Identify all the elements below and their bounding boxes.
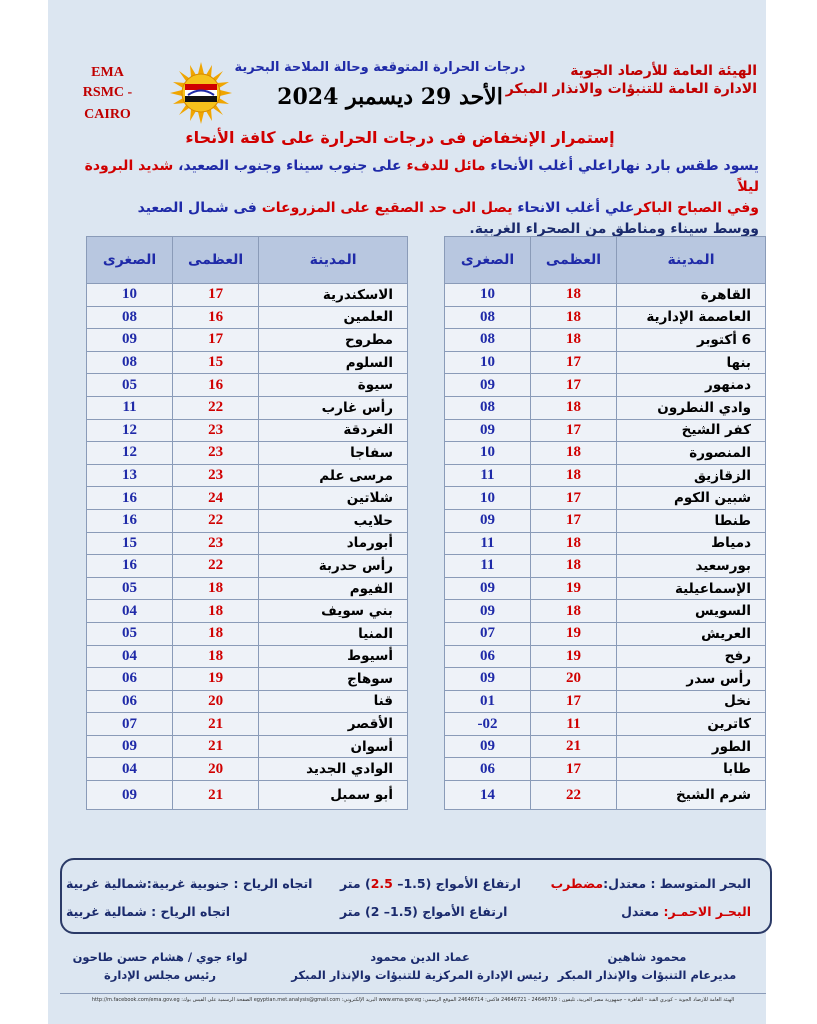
min-temp-cell: 12 [87, 442, 173, 465]
max-temp-cell: 18 [530, 600, 616, 623]
min-temp-cell: 16 [87, 555, 173, 578]
red-wind: اتجاه الرياح : شمالية غربية [66, 904, 231, 919]
table-row [445, 419, 766, 442]
city-cell: العريش [617, 622, 766, 645]
red-waves: ارتفاع الأمواج (1.5– 2) متر [340, 904, 508, 919]
city-cell: رأس حدربة [259, 555, 408, 578]
red-sea-state: البحـر الاحمـر: معتدل [621, 904, 751, 919]
table-row [87, 577, 408, 600]
min-temp-cell: 09 [87, 329, 173, 352]
max-temp-cell: 21 [173, 735, 259, 758]
table-row [445, 668, 766, 691]
city-cell: الإسماعيلية [617, 577, 766, 600]
max-temp-cell: 19 [530, 577, 616, 600]
min-temp-cell: 05 [87, 374, 173, 397]
min-column-header: الصغرى [87, 237, 173, 284]
max-temp-cell: 17 [530, 351, 616, 374]
min-temp-cell: 09 [445, 577, 531, 600]
max-temp-cell: 21 [173, 781, 259, 810]
city-cell: شرم الشيخ [617, 781, 766, 810]
min-temp-cell: -02 [445, 713, 531, 736]
table-row [87, 464, 408, 487]
min-temp-cell: 09 [445, 509, 531, 532]
min-temp-cell: 07 [445, 622, 531, 645]
max-temp-cell: 21 [173, 713, 259, 736]
med-sea-state: البحر المتوسط : معتدل:مضطرب [550, 876, 751, 891]
min-temp-cell: 09 [445, 374, 531, 397]
table-row [445, 374, 766, 397]
city-cell: مطروح [259, 329, 408, 352]
max-temp-cell: 24 [173, 487, 259, 510]
max-temp-cell: 18 [530, 306, 616, 329]
signature-forecast-director: محمود شاهين مديرعام التنبؤات والإنذار المبكر [557, 950, 737, 982]
min-column-header: الصغرى [445, 237, 531, 284]
min-temp-cell: 11 [445, 532, 531, 555]
doc-title: درجات الحرارة المتوقعة وحالة الملاحة البحرية [234, 60, 526, 75]
min-temp-cell: 09 [445, 419, 531, 442]
city-cell: الطور [617, 735, 766, 758]
min-temp-cell: 05 [87, 577, 173, 600]
city-cell: رأس سدر [617, 668, 766, 691]
max-temp-cell: 20 [173, 690, 259, 713]
table-row [445, 600, 766, 623]
table-row [87, 781, 408, 810]
city-cell: 6 أكتوبر [617, 329, 766, 352]
max-temp-cell: 17 [530, 758, 616, 781]
city-cell: كفر الشيخ [617, 419, 766, 442]
city-cell: طنطا [617, 509, 766, 532]
ema-logo-icon [170, 62, 232, 124]
city-cell: السلوم [259, 351, 408, 374]
min-temp-cell: 09 [87, 735, 173, 758]
min-temp-cell: 13 [87, 464, 173, 487]
min-temp-cell: 04 [87, 645, 173, 668]
city-cell: الاسكندرية [259, 284, 408, 307]
table-row [87, 509, 408, 532]
max-temp-cell: 18 [173, 622, 259, 645]
table-row [445, 758, 766, 781]
table-row [445, 284, 766, 307]
doc-date: الأحد 29 ديسمبر 2024 [277, 84, 503, 110]
min-temp-cell: 08 [445, 329, 531, 352]
max-temp-cell: 17 [530, 419, 616, 442]
city-column-header: المدينة [617, 237, 766, 284]
city-cell: رفح [617, 645, 766, 668]
city-cell: القاهرة [617, 284, 766, 307]
table-row [445, 532, 766, 555]
headline: إستمرار الإنخفاض فى درجات الحرارة على كافة الأنحاء [185, 128, 615, 147]
city-cell: أسيوط [259, 645, 408, 668]
city-cell: السويس [617, 600, 766, 623]
table-row [445, 645, 766, 668]
min-temp-cell: 09 [445, 600, 531, 623]
min-temp-cell: 05 [87, 622, 173, 645]
city-cell: المنيا [259, 622, 408, 645]
min-temp-cell: 16 [87, 509, 173, 532]
table-row [87, 284, 408, 307]
table-row [445, 442, 766, 465]
city-cell: أبورماد [259, 532, 408, 555]
max-temp-cell: 19 [530, 645, 616, 668]
table-row [87, 329, 408, 352]
table-row [445, 306, 766, 329]
max-temp-cell: 17 [530, 374, 616, 397]
city-cell: العلمين [259, 306, 408, 329]
city-cell: الأقصر [259, 713, 408, 736]
city-cell: الوادي الجديد [259, 758, 408, 781]
min-temp-cell: 10 [87, 284, 173, 307]
footer-divider [60, 993, 766, 994]
table-row [87, 668, 408, 691]
city-cell: سيوة [259, 374, 408, 397]
table-row [445, 735, 766, 758]
min-temp-cell: 10 [445, 487, 531, 510]
max-temp-cell: 18 [530, 329, 616, 352]
city-cell: العاصمة الإدارية [617, 306, 766, 329]
rsmc-label: RSMC - CAIRO [82, 85, 133, 122]
city-cell: سوهاج [259, 668, 408, 691]
signature-central-director: عماد الدين محمود رئيس الإدارة المركزية للتنبؤات والإنذار المبكر [291, 950, 549, 982]
min-temp-cell: 06 [445, 758, 531, 781]
min-temp-cell: 06 [87, 668, 173, 691]
city-cell: المنصورة [617, 442, 766, 465]
table-row [445, 487, 766, 510]
max-column-header: العظمى [173, 237, 259, 284]
table-row [445, 329, 766, 352]
city-cell: وادي النطرون [617, 396, 766, 419]
min-temp-cell: 15 [87, 532, 173, 555]
city-cell: شبين الكوم [617, 487, 766, 510]
max-temp-cell: 17 [173, 329, 259, 352]
max-temp-cell: 23 [173, 532, 259, 555]
city-cell: شلاتين [259, 487, 408, 510]
city-cell: طابا [617, 758, 766, 781]
min-temp-cell: 10 [445, 284, 531, 307]
max-temp-cell: 20 [530, 668, 616, 691]
max-temp-cell: 22 [173, 555, 259, 578]
min-temp-cell: 08 [445, 396, 531, 419]
table-row [445, 622, 766, 645]
max-temp-cell: 22 [173, 396, 259, 419]
summary-line-1: يسود طقس بارد نهاراعلي أغلب الأنحاء مائل للدفء على جنوب سيناء وجنوب الصعيد، شديد البرودة ليلاً [84, 158, 759, 195]
min-temp-cell: 12 [87, 419, 173, 442]
max-temp-cell: 17 [530, 690, 616, 713]
city-cell: دمياط [617, 532, 766, 555]
org-line-1: الهيئة العامة للأرصاد الجوية [570, 63, 757, 79]
min-temp-cell: 14 [445, 781, 531, 810]
table-row [87, 600, 408, 623]
med-waves: ارتفاع الأمواج (1.5– 2.5) متر [340, 876, 521, 891]
table-row [87, 351, 408, 374]
min-temp-cell: 01 [445, 690, 531, 713]
ema-label: EMA [91, 65, 124, 80]
city-cell: الفيوم [259, 577, 408, 600]
min-temp-cell: 06 [445, 645, 531, 668]
city-cell: بني سويف [259, 600, 408, 623]
table-row [445, 464, 766, 487]
max-temp-cell: 18 [173, 600, 259, 623]
table-row [445, 555, 766, 578]
table-row [87, 487, 408, 510]
city-column-header: المدينة [259, 237, 408, 284]
min-temp-cell: 10 [445, 351, 531, 374]
city-cell: مرسى علم [259, 464, 408, 487]
city-cell: رأس غارب [259, 396, 408, 419]
city-cell: دمنهور [617, 374, 766, 397]
city-cell: سفاجا [259, 442, 408, 465]
table-row [87, 713, 408, 736]
max-temp-cell: 19 [173, 668, 259, 691]
sea-state-box [60, 858, 772, 934]
org-line-2: الادارة العامة للتنبؤات والانذار المبكر [505, 81, 757, 97]
med-wind: اتجاه الرياح : جنوبية غربية:شمالية غربية [66, 876, 313, 891]
city-cell: نخل [617, 690, 766, 713]
min-temp-cell: 06 [87, 690, 173, 713]
table-row [445, 577, 766, 600]
weather-summary [59, 156, 759, 240]
table-row [87, 396, 408, 419]
max-temp-cell: 19 [530, 622, 616, 645]
table-row [87, 690, 408, 713]
max-temp-cell: 18 [530, 284, 616, 307]
table-row [87, 374, 408, 397]
summary-line-3: ووسط سيناء ومناطق من الصحراء الغربية. [469, 221, 759, 237]
city-cell: الزقازيق [617, 464, 766, 487]
min-temp-cell: 11 [445, 555, 531, 578]
max-temp-cell: 21 [530, 735, 616, 758]
min-temp-cell: 11 [445, 464, 531, 487]
table-row [445, 509, 766, 532]
table-row [87, 442, 408, 465]
table-row [87, 758, 408, 781]
max-temp-cell: 18 [530, 442, 616, 465]
left-temperature-table [86, 236, 408, 810]
min-temp-cell: 08 [445, 306, 531, 329]
footer-contact: الهيئة العامة للأرصاد الجوية – كوبري القبة – القاهرة – جمهورية مصر العربية، تليفون : 24646719 - 24646721 فاكس: 24646714 الموقع الرسمي: www.ema.gov.eg البريد الإلكتروني: egyptian.met.analysis@gmail.com الصفحة الرسمية على الفيس بوك: http://m.facebook.com/ema.gov.eg [91, 997, 735, 1003]
city-cell: كاترين [617, 713, 766, 736]
summary-line-2: وفي الصباح الباكرعلي أغلب الانحاء يصل الى حد الصقيع على المزروعات فى شمال الصعيد [137, 200, 759, 216]
max-temp-cell: 18 [173, 577, 259, 600]
max-temp-cell: 11 [530, 713, 616, 736]
max-column-header: العظمى [530, 237, 616, 284]
max-temp-cell: 23 [173, 464, 259, 487]
table-row [87, 419, 408, 442]
table-row [87, 735, 408, 758]
city-cell: الغردقة [259, 419, 408, 442]
max-temp-cell: 17 [530, 509, 616, 532]
table-row [87, 555, 408, 578]
max-temp-cell: 22 [530, 781, 616, 810]
min-temp-cell: 11 [87, 396, 173, 419]
city-cell: قنا [259, 690, 408, 713]
min-temp-cell: 09 [445, 668, 531, 691]
table-row [445, 396, 766, 419]
min-temp-cell: 08 [87, 351, 173, 374]
max-temp-cell: 16 [173, 306, 259, 329]
min-temp-cell: 04 [87, 758, 173, 781]
max-temp-cell: 20 [173, 758, 259, 781]
max-temp-cell: 18 [530, 396, 616, 419]
min-temp-cell: 08 [87, 306, 173, 329]
table-row [445, 713, 766, 736]
city-cell: حلايب [259, 509, 408, 532]
max-temp-cell: 23 [173, 419, 259, 442]
city-cell: بورسعيد [617, 555, 766, 578]
max-temp-cell: 15 [173, 351, 259, 374]
max-temp-cell: 22 [173, 509, 259, 532]
signature-chairman: لواء جوي / هشام حسن طاحون رئيس مجلس الإدارة [72, 950, 248, 982]
min-temp-cell: 09 [87, 781, 173, 810]
min-temp-cell: 10 [445, 442, 531, 465]
table-row [87, 306, 408, 329]
min-temp-cell: 09 [445, 735, 531, 758]
min-temp-cell: 04 [87, 600, 173, 623]
city-cell: بنها [617, 351, 766, 374]
table-row [87, 645, 408, 668]
max-temp-cell: 23 [173, 442, 259, 465]
city-cell: أسوان [259, 735, 408, 758]
table-row [87, 532, 408, 555]
max-temp-cell: 18 [173, 645, 259, 668]
city-cell: أبو سمبل [259, 781, 408, 810]
min-temp-cell: 16 [87, 487, 173, 510]
table-row [87, 622, 408, 645]
table-row [445, 781, 766, 810]
table-row [445, 351, 766, 374]
max-temp-cell: 18 [530, 532, 616, 555]
max-temp-cell: 16 [173, 374, 259, 397]
min-temp-cell: 07 [87, 713, 173, 736]
max-temp-cell: 17 [173, 284, 259, 307]
table-row [445, 690, 766, 713]
max-temp-cell: 18 [530, 464, 616, 487]
right-temperature-table [444, 236, 766, 810]
max-temp-cell: 18 [530, 555, 616, 578]
max-temp-cell: 17 [530, 487, 616, 510]
